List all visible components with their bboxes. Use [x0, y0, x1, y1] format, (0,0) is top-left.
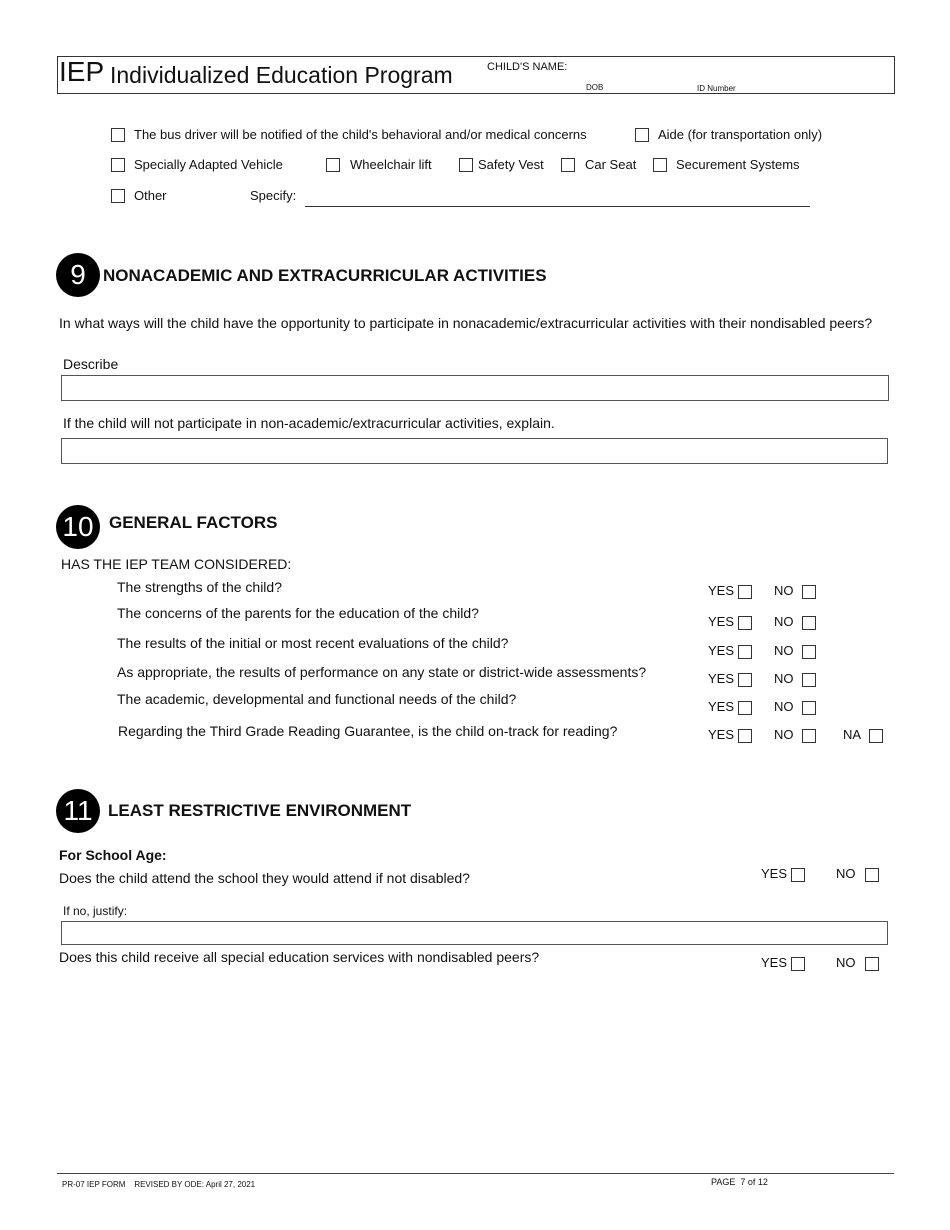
evaluations-yes-checkbox[interactable]	[738, 645, 752, 659]
no-label: NO	[774, 727, 794, 742]
bus-driver-label: The bus driver will be notified of the child's behavioral and/or medical concerns	[134, 127, 587, 142]
car-seat-label: Car Seat	[585, 157, 637, 172]
form-title: Individualized Education Program	[110, 62, 453, 88]
iep-label: IEP	[59, 56, 105, 87]
na-label: NA	[843, 727, 862, 742]
attend-school-yes-checkbox[interactable]	[791, 868, 805, 882]
section-9-question: In what ways will the child have the opportunity to participate in nonacademic/extracurricular activities with their nondisabled peers?	[59, 315, 873, 331]
question-strengths: The strengths of the child?	[117, 579, 282, 595]
services-no-checkbox[interactable]	[865, 957, 879, 971]
reading-na-checkbox[interactable]	[869, 729, 883, 743]
car-seat-checkbox[interactable]	[561, 158, 575, 172]
question-evaluations: The results of the initial or most recent evaluations of the child?	[117, 635, 509, 651]
reading-yes-checkbox[interactable]	[738, 729, 752, 743]
reading-no-checkbox[interactable]	[802, 729, 816, 743]
yes-label: YES	[708, 583, 735, 598]
question-parent-concerns: The concerns of the parents for the education of the child?	[117, 605, 479, 621]
wheelchair-lift-checkbox[interactable]	[326, 158, 340, 172]
section-9-number: 9	[56, 253, 100, 297]
aide-label: Aide (for transportation only)	[658, 127, 823, 142]
footer-rule	[57, 1173, 894, 1174]
justify-label: If no, justify:	[63, 904, 128, 918]
footer-form-info: PR-07 IEP FORM REVISED BY ODE: April 27, 2021	[62, 1180, 256, 1189]
question-attend-school: Does the child attend the school they would attend if not disabled?	[59, 870, 470, 886]
bus-driver-checkbox[interactable]	[111, 128, 125, 142]
iep-team-considered-label: HAS THE IEP TEAM CONSIDERED:	[61, 556, 292, 572]
services-yes-checkbox[interactable]	[791, 957, 805, 971]
yes-label: YES	[708, 643, 735, 658]
securement-systems-label: Securement Systems	[676, 157, 800, 172]
question-assessments: As appropriate, the results of performance on any state or district-wide assessments?	[117, 664, 647, 680]
safety-vest-checkbox[interactable]	[459, 158, 473, 172]
evaluations-no-checkbox[interactable]	[802, 645, 816, 659]
school-age-label: For School Age:	[59, 847, 167, 863]
needs-no-checkbox[interactable]	[802, 701, 816, 715]
yes-label: YES	[761, 955, 788, 970]
no-label: NO	[774, 583, 794, 598]
section-10-number: 10	[56, 505, 100, 549]
no-label: NO	[774, 643, 794, 658]
strengths-no-checkbox[interactable]	[802, 585, 816, 599]
section-10-title: GENERAL FACTORS	[109, 513, 278, 532]
other-checkbox[interactable]	[111, 189, 125, 203]
justify-input[interactable]	[61, 921, 888, 945]
attend-school-no-checkbox[interactable]	[865, 868, 879, 882]
question-services-with-peers: Does this child receive all special education services with nondisabled peers?	[59, 949, 540, 965]
section-11-number: 11	[56, 789, 100, 833]
securement-systems-checkbox[interactable]	[653, 158, 667, 172]
specially-adapted-vehicle-checkbox[interactable]	[111, 158, 125, 172]
specify-label: Specify:	[250, 188, 297, 203]
section-9-title: NONACADEMIC AND EXTRACURRICULAR ACTIVITIES	[103, 266, 547, 285]
wheelchair-lift-label: Wheelchair lift	[350, 157, 432, 172]
no-label: NO	[774, 671, 794, 686]
dob-label: DOB	[586, 83, 604, 92]
parent-concerns-yes-checkbox[interactable]	[738, 616, 752, 630]
section-11-title: LEAST RESTRICTIVE ENVIRONMENT	[108, 801, 412, 820]
question-needs: The academic, developmental and functional needs of the child?	[117, 691, 517, 707]
yes-label: YES	[708, 671, 735, 686]
safety-vest-label: Safety Vest	[478, 157, 544, 172]
yes-label: YES	[708, 727, 735, 742]
assessments-no-checkbox[interactable]	[802, 673, 816, 687]
child-name-label: CHILD'S NAME:	[487, 61, 568, 73]
yes-label: YES	[708, 699, 735, 714]
assessments-yes-checkbox[interactable]	[738, 673, 752, 687]
explain-input[interactable]	[61, 438, 888, 464]
question-reading-guarantee: Regarding the Third Grade Reading Guarantee, is the child on-track for reading?	[118, 723, 618, 739]
specially-adapted-vehicle-label: Specially Adapted Vehicle	[134, 157, 283, 172]
no-label: NO	[774, 614, 794, 629]
describe-label: Describe	[63, 356, 119, 372]
parent-concerns-no-checkbox[interactable]	[802, 616, 816, 630]
yes-label: YES	[708, 614, 735, 629]
strengths-yes-checkbox[interactable]	[738, 585, 752, 599]
needs-yes-checkbox[interactable]	[738, 701, 752, 715]
no-label: NO	[774, 699, 794, 714]
no-label: NO	[836, 955, 856, 970]
yes-label: YES	[761, 866, 788, 881]
footer-page-number: PAGE 7 of 12	[711, 1177, 768, 1187]
no-label: NO	[836, 866, 856, 881]
explain-label: If the child will not participate in non-academic/extracurricular activities, explain.	[63, 415, 555, 431]
other-label: Other	[134, 188, 167, 203]
describe-input[interactable]	[61, 375, 889, 401]
aide-checkbox[interactable]	[635, 128, 649, 142]
id-number-label: ID Number	[697, 84, 736, 93]
specify-input-line[interactable]	[305, 206, 810, 207]
